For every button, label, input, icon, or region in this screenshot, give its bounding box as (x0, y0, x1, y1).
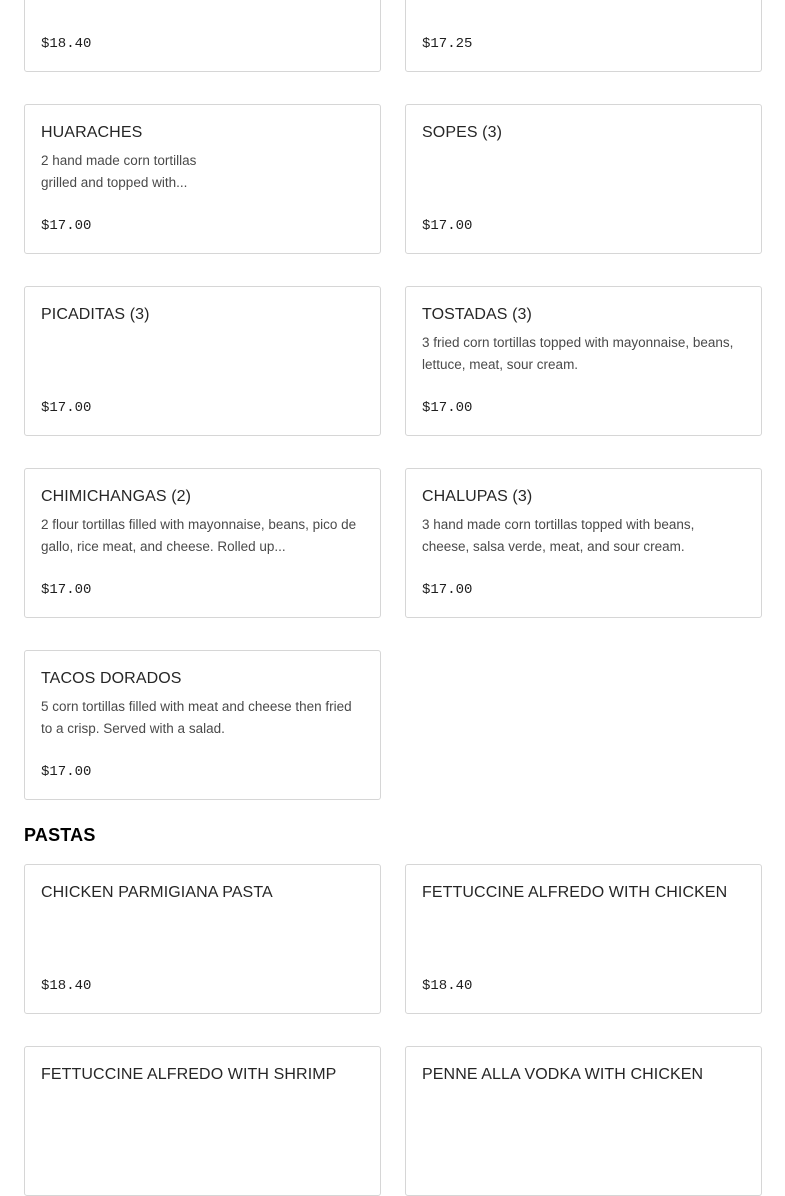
item-name: PENNE ALLA VODKA WITH CHICKEN (422, 1066, 704, 1083)
item-name: HUARACHES (41, 124, 143, 141)
item-description: 5 corn tortillas filled with meat and cheese then fried to a crisp. Served with a salad. (41, 699, 352, 736)
menu-item-card-fettuccine-alfredo-shrimp[interactable] (24, 1046, 381, 1196)
item-price: $18.40 (41, 978, 92, 994)
menu-item-card-huaraches[interactable] (24, 104, 381, 254)
item-name: TOSTADAS (3) (422, 306, 532, 323)
item-price: $17.00 (422, 218, 473, 234)
item-price: $17.00 (41, 400, 92, 416)
item-price: $17.00 (422, 582, 473, 598)
menu-item-card-tostadas[interactable] (405, 286, 762, 436)
menu-item-card-chicken-parmigiana-pasta[interactable] (24, 864, 381, 1014)
item-name: PICADITAS (3) (41, 306, 150, 323)
item-price: $17.00 (41, 582, 92, 598)
menu-item-card-penne-alla-vodka-chicken[interactable] (405, 1046, 762, 1196)
item-name: FETTUCCINE ALFREDO WITH SHRIMP (41, 1066, 337, 1083)
item-price: $18.40 (41, 36, 92, 52)
item-name: CHIMICHANGAS (2) (41, 488, 192, 505)
menu-item-card-sopes[interactable] (405, 104, 762, 254)
menu-item-card-chimichangas[interactable] (24, 468, 381, 618)
item-name: SOPES (3) (422, 124, 503, 141)
item-name: CHICKEN PARMIGIANA PASTA (41, 884, 273, 901)
item-name: CHALUPAS (3) (422, 488, 533, 505)
item-price: $17.00 (41, 218, 92, 234)
menu-item-card-picaditas[interactable] (24, 286, 381, 436)
menu-item-card[interactable] (405, 0, 762, 72)
item-description: 3 hand made corn tortillas topped with beans, cheese, salsa verde, meat, and sour cream. (422, 517, 695, 554)
item-price: $17.25 (422, 36, 473, 52)
item-description: 3 fried corn tortillas topped with mayonnaise, beans, lettuce, meat, sour cream. (422, 335, 734, 372)
item-price: $17.00 (41, 764, 92, 780)
item-description: 2 hand made corn tortillas grilled and topped with... (41, 153, 197, 190)
menu-item-card-fettuccine-alfredo-chicken[interactable] (405, 864, 762, 1014)
item-name: FETTUCCINE ALFREDO WITH CHICKEN (422, 884, 728, 901)
item-name: TACOS DORADOS (41, 670, 182, 687)
section-title-pastas: PASTAS (24, 825, 96, 845)
item-price: $18.40 (422, 978, 473, 994)
item-description: 2 flour tortillas filled with mayonnaise, beans, pico de gallo, rice meat, and cheese. Rolled up... (41, 517, 357, 554)
menu-item-card-chalupas[interactable] (405, 468, 762, 618)
item-price: $17.00 (422, 400, 473, 416)
menu-item-card-tacos-dorados[interactable] (24, 650, 381, 800)
menu-item-card[interactable] (24, 0, 381, 72)
